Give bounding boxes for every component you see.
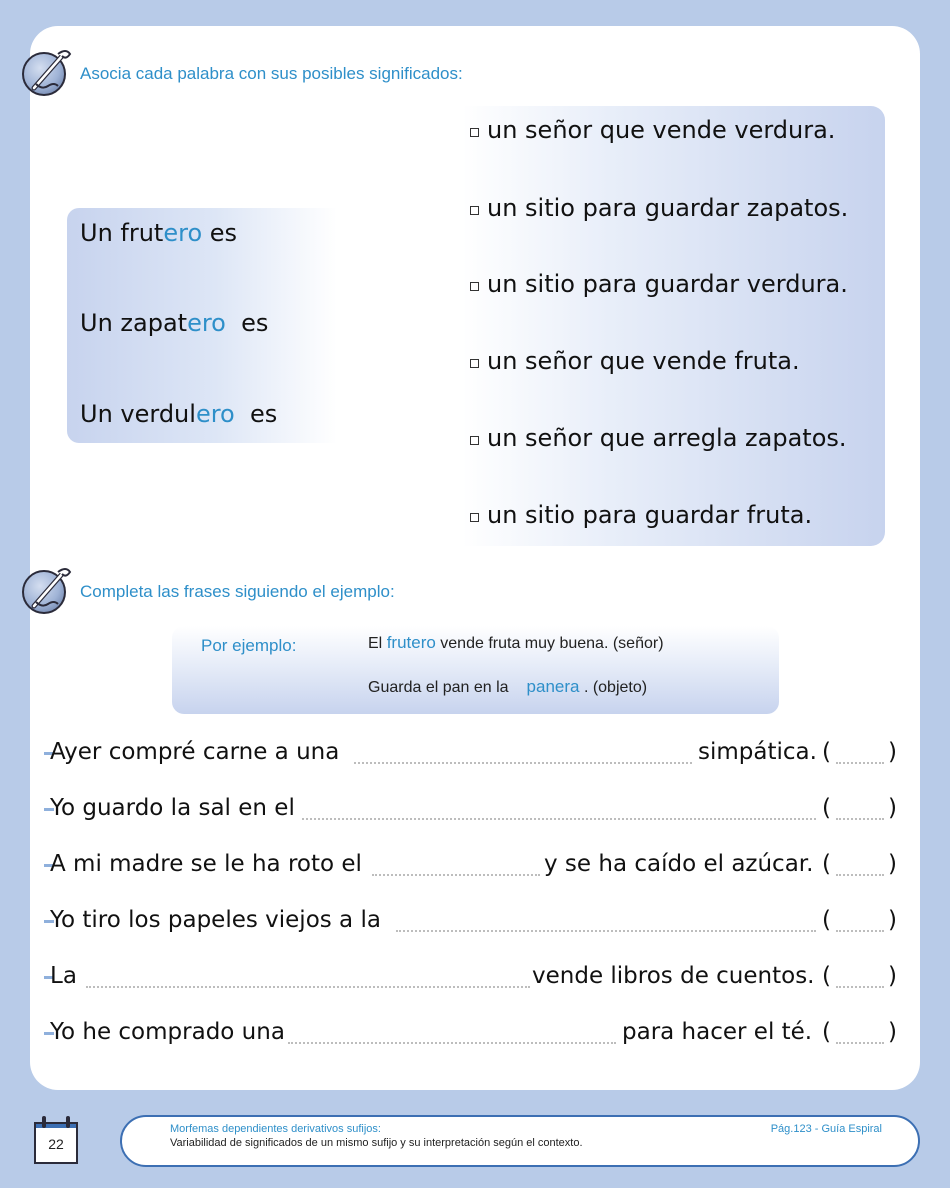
instruction-text: Completa las frases siguiendo el ejemplo: — [80, 582, 395, 601]
option-item[interactable]: un sitio para guardar fruta. — [470, 501, 812, 529]
option-item[interactable]: un señor que vende verdura. — [470, 116, 835, 144]
word-verdulero: Un verdulero es — [80, 400, 278, 428]
sentence-row: La vende libros de cuentos. ( ) — [44, 963, 904, 995]
option-item[interactable]: un sitio para guardar verdura. — [470, 270, 848, 298]
type-blank[interactable]: ( ) — [822, 963, 897, 989]
checkbox[interactable] — [470, 206, 479, 215]
checkbox[interactable] — [470, 513, 479, 522]
checkbox[interactable] — [470, 359, 479, 368]
example-line-2: Guarda el pan en la panera . (objeto) — [368, 677, 648, 696]
sentence-row: A mi madre se le ha roto el y se ha caído el azúcar. ( ) — [44, 851, 904, 883]
footer-page-ref: Pág.123 - Guía Espiral — [770, 1123, 882, 1135]
pencil-icon — [22, 44, 72, 94]
answer-blank[interactable] — [302, 818, 816, 820]
example-label: Por ejemplo: — [201, 636, 297, 655]
type-blank[interactable]: ( ) — [822, 739, 897, 765]
sentence-row: Ayer compré carne a una simpática. ( ) — [44, 739, 904, 771]
calendar-icon — [32, 1116, 80, 1166]
footer-banner — [120, 1115, 920, 1167]
checkbox[interactable] — [470, 128, 479, 137]
sentence-row: Yo tiro los papeles viejos a la ( ) — [44, 907, 904, 939]
answer-blank[interactable] — [396, 930, 816, 932]
answer-blank[interactable] — [86, 986, 530, 988]
answer-blank[interactable] — [288, 1042, 616, 1044]
type-blank[interactable]: ( ) — [822, 795, 897, 821]
page-number: 22 — [48, 1136, 64, 1152]
type-blank[interactable]: ( ) — [822, 907, 897, 933]
instruction-1 — [22, 44, 463, 94]
option-item[interactable]: un sitio para guardar zapatos. — [470, 194, 848, 222]
checkbox[interactable] — [470, 282, 479, 291]
type-blank[interactable]: ( ) — [822, 851, 897, 877]
answer-blank[interactable] — [372, 874, 540, 876]
footer-subtitle: Variabilidad de significados de un mismo sufijo y su interpretación según el contexto. — [170, 1137, 583, 1149]
pencil-icon — [22, 562, 72, 612]
option-item[interactable]: un señor que vende fruta. — [470, 347, 800, 375]
sentence-row: Yo guardo la sal en el ( ) — [44, 795, 904, 827]
word-zapatero: Un zapatero es — [80, 309, 269, 337]
instruction-2 — [22, 562, 395, 612]
options-panel — [462, 106, 885, 546]
sentence-row: Yo he comprado una para hacer el té. ( ) — [44, 1019, 904, 1051]
option-item[interactable]: un señor que arregla zapatos. — [470, 424, 847, 452]
footer-title: Morfemas dependientes derivativos sufijos: — [170, 1123, 381, 1135]
word-frutero: Un frutero es — [80, 219, 238, 247]
instruction-text: Asocia cada palabra con sus posibles significados: — [80, 64, 463, 83]
type-blank[interactable]: ( ) — [822, 1019, 897, 1045]
checkbox[interactable] — [470, 436, 479, 445]
answer-blank[interactable] — [354, 762, 692, 764]
example-line-1: El frutero vende fruta muy buena. (señor) — [368, 633, 664, 652]
